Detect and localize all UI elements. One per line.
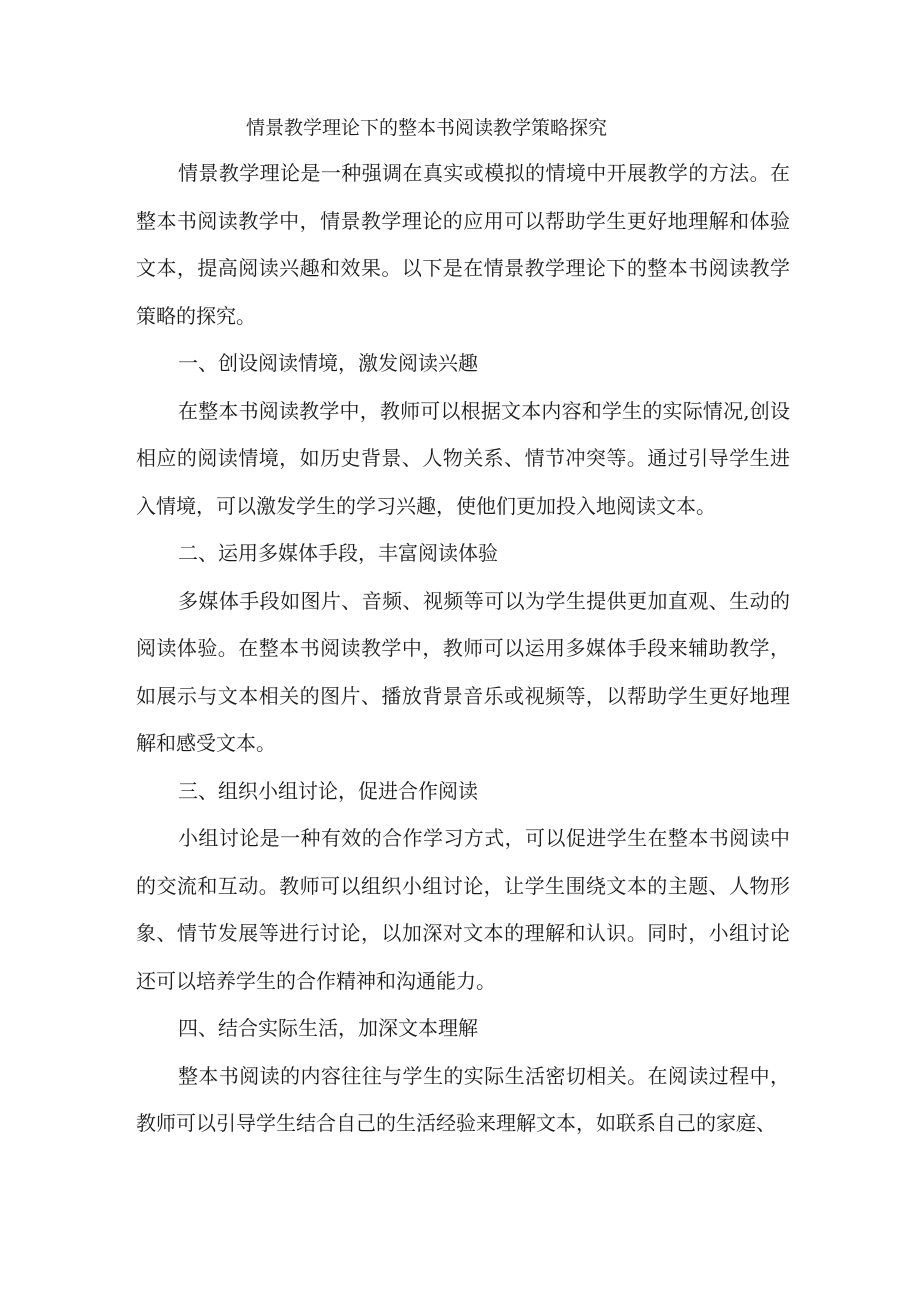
section-2-heading: 二、运用多媒体手段，丰富阅读体验: [178, 541, 498, 565]
section-4-paragraph: 整本书阅读的内容往往与学生的实际生活密切相关。在阅读过程中，教师可以引导学生结合自己的生活经验来理解文本，如联系自己的家庭、: [136, 1063, 790, 1135]
section-2-paragraph: 多媒体手段如图片、音频、视频等可以为学生提供更加直观、生动的阅读体验。在整本书阅读教学中，教师可以运用多媒体手段来辅助教学，如展示与文本相关的图片、播放背景音乐或视频等，以帮助学生更好地理解和感受文本。: [136, 588, 790, 755]
section-3-heading: 三、组织小组讨论，促进合作阅读: [178, 778, 478, 803]
document-body: [136, 150, 790, 1148]
intro-paragraph: 情景教学理论是一种强调在真实或模拟的情境中开展教学的方法。在整本书阅读教学中，情景教学理论的应用可以帮助学生更好地理解和体验文本，提高阅读兴趣和效果。以下是在情景教学理论下的整本书阅读教学策略的探究。: [136, 161, 790, 328]
section-4-heading: 四、结合实际生活，加深文本理解: [178, 1016, 478, 1040]
section-3-paragraph: 小组讨论是一种有效的合作学习方式，可以促进学生在整本书阅读中的交流和互动。教师可以组织小组讨论，让学生围绕文本的主题、人物形象、情节发展等进行讨论，以加深对文本的理解和认识。同时，小组讨论还可以培养学生的合作精神和沟通能力。: [136, 826, 790, 993]
document-title: 情景教学理论下的整本书阅读教学策略探究: [246, 117, 608, 139]
section-1-heading: 一、创设阅读情境，激发阅读兴趣: [178, 351, 478, 375]
section-1-paragraph: 在整本书阅读教学中，教师可以根据文本内容和学生的实际情况,创设相应的阅读情境，如历史背景、人物关系、情节冲突等。通过引导学生进入情境，可以激发学生的学习兴趣，使他们更加投入地阅读文本。: [136, 398, 790, 518]
